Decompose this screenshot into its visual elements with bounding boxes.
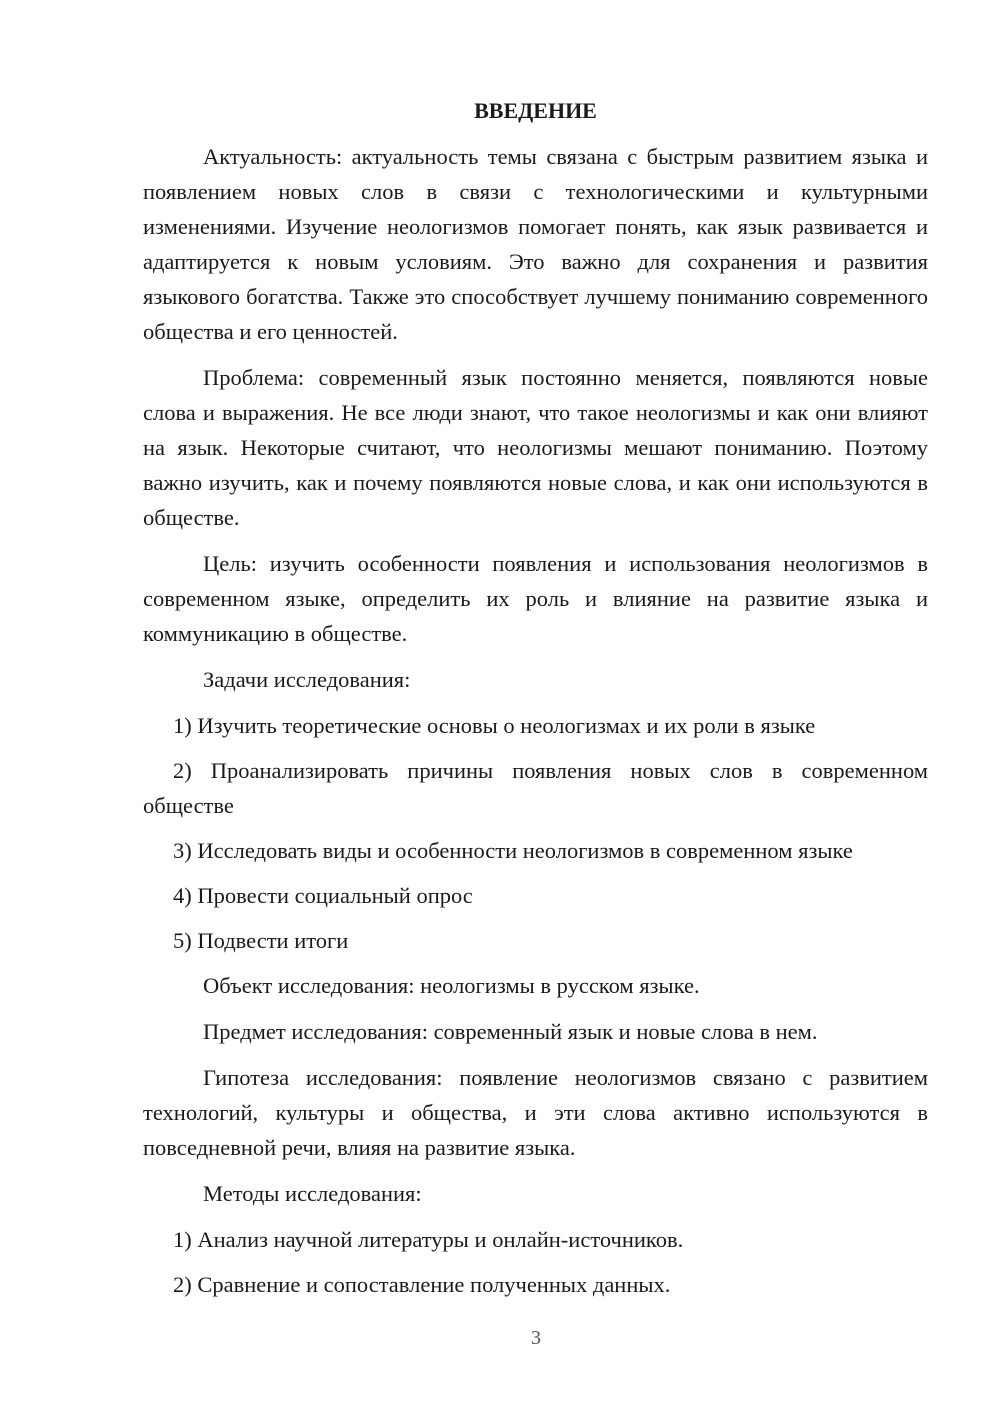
document-page bbox=[143, 93, 928, 1312]
method-item: 1) Анализ научной литературы и онлайн-источников. bbox=[173, 1227, 684, 1252]
task-item: 3) Исследовать виды и особенности неологизмов в современном языке bbox=[173, 838, 853, 863]
goal-paragraph: Цель: изучить особенности появления и использования неологизмов в современном языке, определить их роль и влияние на развитие языка и коммуникацию в обществе. bbox=[143, 551, 928, 646]
hypothesis-paragraph: Гипотеза исследования: появление неологизмов связано с развитием технологий, культуры и общества, и эти слова активно используются в повседневной речи, влияя на развитие языка. bbox=[143, 1065, 928, 1160]
subject-paragraph: Предмет исследования: современный язык и новые слова в нем. bbox=[203, 1019, 818, 1044]
tasks-heading: Задачи исследования: bbox=[203, 667, 411, 692]
object-paragraph: Объект исследования: неологизмы в русском языке. bbox=[203, 973, 700, 998]
task-item: 5) Подвести итоги bbox=[173, 928, 349, 953]
page-title: ВВЕДЕНИЕ bbox=[474, 98, 597, 123]
page-number: 3 bbox=[531, 1327, 541, 1349]
task-item: 4) Провести социальный опрос bbox=[173, 883, 473, 908]
problem-paragraph: Проблема: современный язык постоянно меняется, появляются новые слова и выражения. Не все люди знают, что такое неологизмы и как они влияют на язык. Некоторые считают, что неологизмы мешают пониманию. Поэтому важно изучить, как и почему появляются новые слова, и как они используются в обществе. bbox=[143, 365, 928, 530]
relevance-paragraph: Актуальность: актуальность темы связана с быстрым развитием языка и появлением новых слов в связи с технологическими и культурными изменениями. Изучение неологизмов помогает понять, как язык развивается и адаптируется к новым условиям. Это важно для сохранения и развития языкового богатства. Также это способствует лучшему пониманию современного общества и его ценностей. bbox=[143, 144, 928, 344]
methods-heading: Методы исследования: bbox=[203, 1181, 422, 1206]
method-item: 2) Сравнение и сопоставление полученных данных. bbox=[173, 1272, 671, 1297]
task-item: 2) Проанализировать причины появления новых слов в современном обществе bbox=[143, 758, 928, 818]
task-item: 1) Изучить теоретические основы о неологизмах и их роли в языке bbox=[173, 713, 816, 738]
